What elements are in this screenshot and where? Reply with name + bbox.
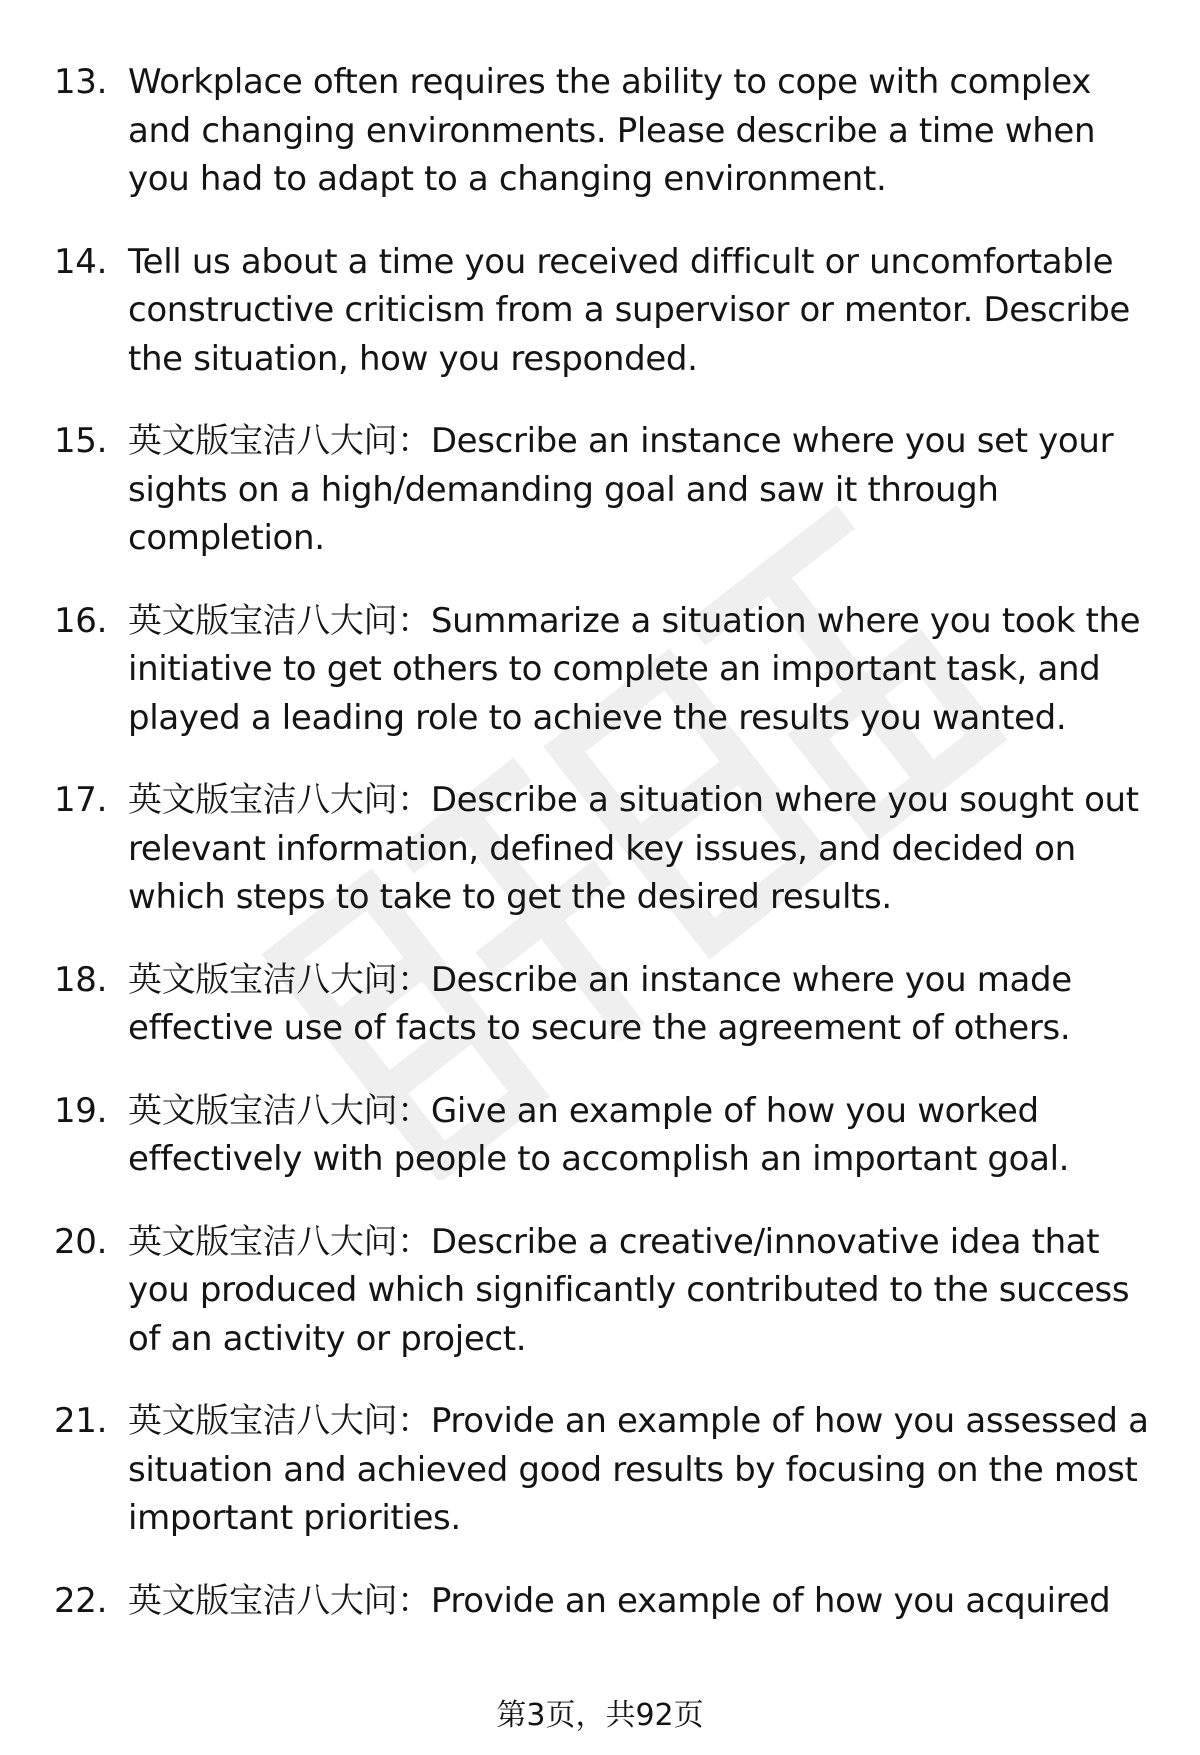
question-text: 英文版宝洁八大问：Describe a situation where you sought out relevant information, defined key issues, and decided on which steps to take to get the desired results.: [128, 780, 1139, 917]
question-text: 英文版宝洁八大问：Describe a creative/innovative idea that you produced which significantly contributed to the success of an activity or project.: [128, 1221, 1130, 1359]
question-item: [0, 956, 1200, 1053]
question-item: [0, 1397, 1200, 1543]
question-number: 18.: [54, 959, 108, 1000]
question-item: [0, 776, 1200, 922]
question-number: 14.: [54, 241, 108, 282]
question-number: 22.: [54, 1580, 108, 1621]
question-number: 13.: [54, 62, 108, 102]
question-number: 20.: [54, 1221, 108, 1262]
question-text: 英文版宝洁八大问：Provide an example of how you acquired: [128, 1580, 1111, 1621]
question-item: [0, 1577, 1200, 1626]
question-number: 17.: [54, 780, 108, 820]
question-number: 16.: [54, 600, 108, 641]
question-item: [0, 597, 1200, 743]
question-number: 21.: [54, 1401, 108, 1441]
question-list: [0, 58, 1200, 1659]
question-item: [0, 417, 1200, 563]
question-number: 19.: [54, 1090, 108, 1131]
question-text: 英文版宝洁八大问：Give an example of how you worked effectively with people to accomplish an important goal.: [128, 1090, 1070, 1179]
question-text: 英文版宝洁八大问：Describe an instance where you set your sights on a high/demanding goal and saw it through completion.: [128, 421, 1114, 558]
question-text: Tell us about a time you received difficult or uncomfortable constructive criticism from a supervisor or mentor. Describe the situation, how you responded.: [128, 241, 1131, 379]
question-item: [0, 58, 1200, 204]
question-item: [0, 238, 1200, 384]
question-item: [0, 1087, 1200, 1184]
question-text: 英文版宝洁八大问：Summarize a situation where you took the initiative to get others to complete an important task, and played a leading role to achieve the results you wanted.: [128, 600, 1141, 738]
question-text: 英文版宝洁八大问：Describe an instance where you made effective use of facts to secure the agreement of others.: [128, 959, 1072, 1048]
page-number-footer: 第3页，共92页: [496, 1698, 704, 1733]
question-number: 15.: [54, 421, 108, 461]
question-text: 英文版宝洁八大问：Provide an example of how you assessed a situation and achieved good results by focusing on the most important priorities.: [128, 1401, 1149, 1538]
question-item: [0, 1218, 1200, 1364]
question-text: Workplace often requires the ability to cope with complex and changing environments. Please describe a time when you had to adapt to a changing environment.: [128, 62, 1096, 199]
